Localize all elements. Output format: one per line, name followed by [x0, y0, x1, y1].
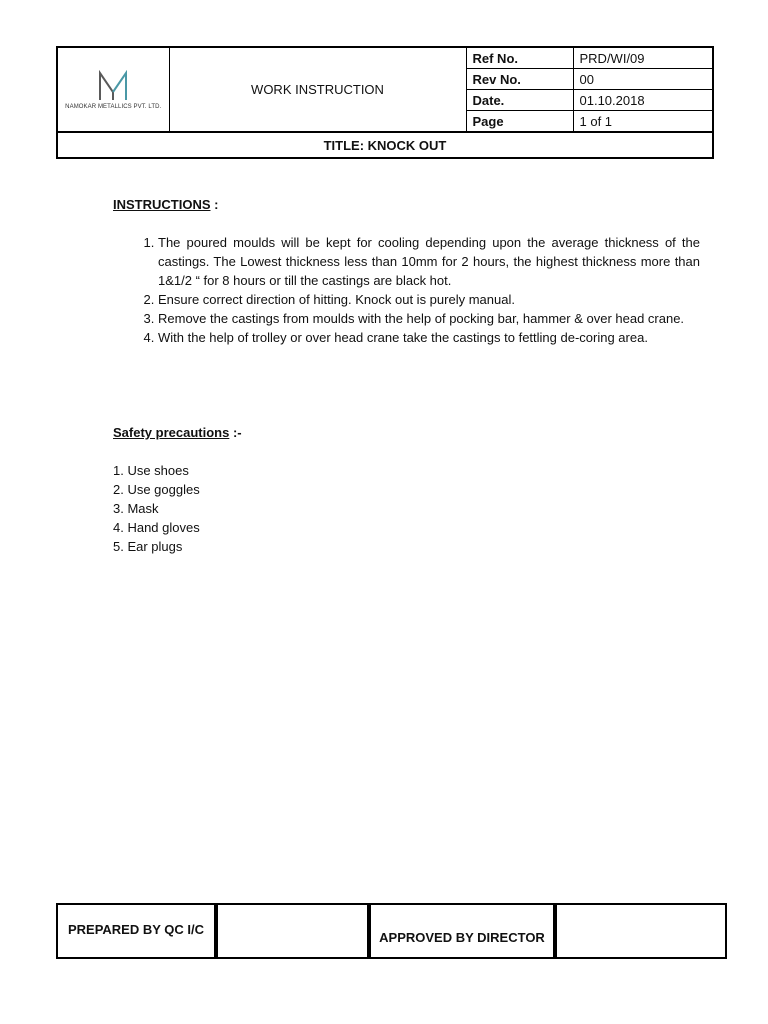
instructions-heading [113, 197, 218, 212]
date-value: 01.10.2018 [573, 90, 713, 111]
page-label: Page [466, 111, 573, 133]
instructions-heading-text: INSTRUCTIONS [113, 197, 211, 212]
instruction-item: 1. The poured moulds will be kept for cooling depending upon the average thickness of the castings. The Lowest thickness less than 10mm for 2 hours, the highest thickness more than 1&1/2 “ for 8 hours or till the castings are black hot. [158, 233, 700, 290]
rev-no-value: 00 [573, 69, 713, 90]
instruction-item: 4. With the help of trolley or over head crane take the castings to fettling de-coring area. [158, 328, 700, 347]
company-name: NAMOKAR METALLICS PVT. LTD. [65, 103, 162, 110]
safety-item: 4. Hand gloves [113, 520, 200, 535]
logo-cell [57, 47, 169, 132]
doc-type-title: WORK INSTRUCTION [169, 47, 466, 132]
safety-heading-text: Safety precautions [113, 425, 230, 440]
ref-no-value: PRD/WI/09 [573, 47, 713, 69]
safety-list [113, 461, 200, 556]
rev-no-label: Rev No. [466, 69, 573, 90]
safety-item: 3. Mask [113, 501, 159, 516]
safety-item: 1. Use shoes [113, 463, 189, 478]
instruction-item: 2. Ensure correct direction of hitting. Knock out is purely manual. [158, 290, 700, 309]
safety-heading [113, 425, 242, 440]
approved-by-signature-cell [555, 905, 725, 957]
instructions-list [112, 233, 700, 347]
document-header-table [56, 46, 714, 159]
page-value: 1 of 1 [573, 111, 713, 133]
prepared-by-label: PREPARED BY QC I/C [58, 905, 216, 957]
document-title: TITLE: KNOCK OUT [57, 132, 713, 158]
signature-footer-table [56, 903, 727, 959]
date-label: Date. [466, 90, 573, 111]
ref-no-label: Ref No. [466, 47, 573, 69]
prepared-by-signature-cell [216, 905, 369, 957]
company-logo-icon [97, 70, 129, 102]
instructions-heading-suffix: : [210, 197, 219, 212]
safety-item: 2. Use goggles [113, 482, 200, 497]
instruction-item: 3. Remove the castings from moulds with the help of pocking bar, hammer & over head crane. [158, 309, 700, 328]
safety-heading-suffix: :- [229, 425, 242, 440]
approved-by-label: APPROVED BY DIRECTOR [369, 905, 555, 957]
safety-item: 5. Ear plugs [113, 539, 183, 554]
